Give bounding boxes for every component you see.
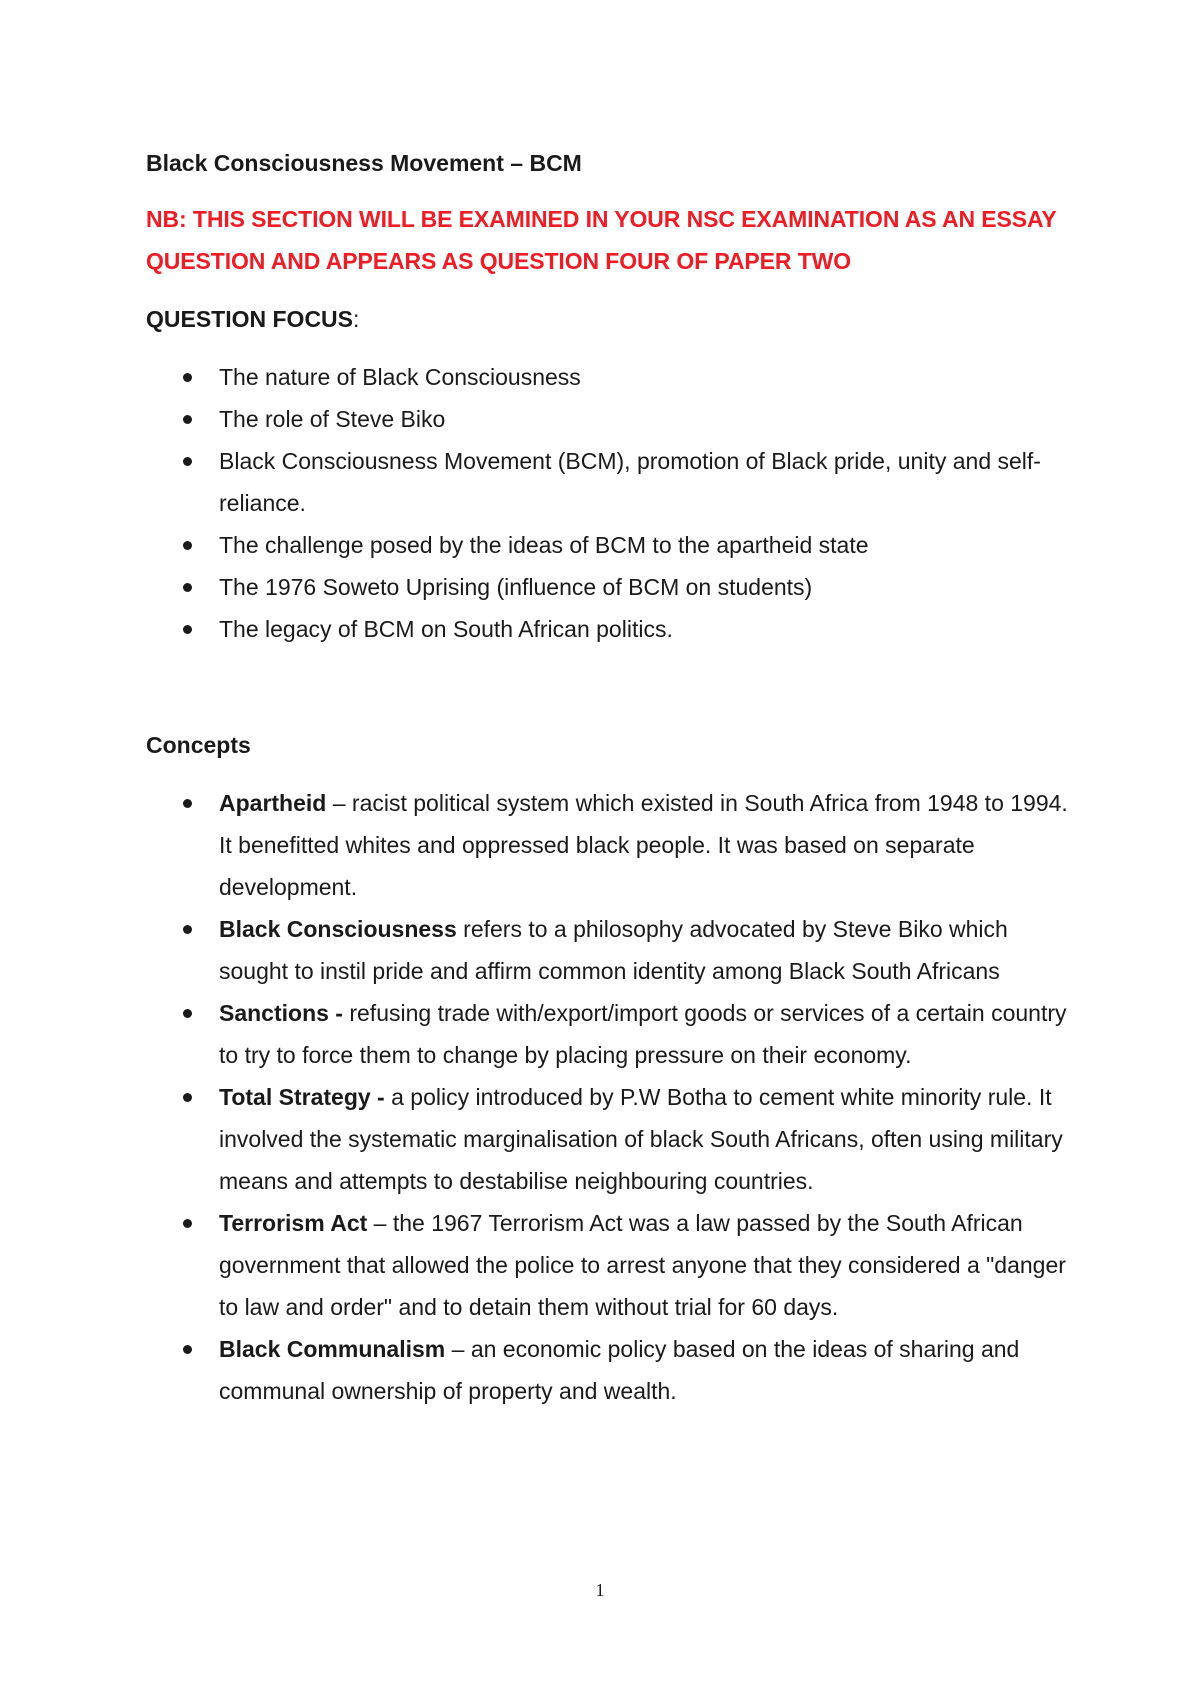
bullet-icon (183, 1219, 192, 1228)
question-focus-colon: : (353, 306, 360, 332)
focus-item-text: The challenge posed by the ideas of BCM to the apartheid state (219, 532, 869, 558)
question-focus-heading (146, 298, 1076, 340)
concepts-list (146, 782, 1076, 1412)
list-item (146, 782, 1076, 908)
concept-definition: refusing trade with/export/import goods or services of a certain country to try to force them to change by placing pressure on their economy. (219, 1000, 1067, 1068)
bullet-icon (183, 457, 192, 466)
bullet-icon (183, 415, 192, 424)
bullet-icon (183, 373, 192, 382)
focus-item-text: The role of Steve Biko (219, 406, 446, 432)
concept-term: Sanctions - (219, 1000, 343, 1026)
list-item (146, 356, 1076, 398)
list-item (146, 1076, 1076, 1202)
bullet-icon (183, 925, 192, 934)
bullet-icon (183, 1345, 192, 1354)
focus-item-text: The nature of Black Consciousness (219, 364, 581, 390)
concept-term: Apartheid (219, 790, 327, 816)
focus-item-text: Black Consciousness Movement (BCM), promotion of Black pride, unity and self-reliance. (219, 448, 1041, 516)
focus-item-text: The 1976 Soweto Uprising (influence of BCM on students) (219, 574, 813, 600)
concept-definition: refers to a philosophy advocated by Steve Biko which sought to instil pride and affirm common identity among Black South Africans (219, 916, 1008, 984)
bullet-icon (183, 799, 192, 808)
bullet-icon (183, 583, 192, 592)
concept-term: Total Strategy - (219, 1084, 385, 1110)
focus-item-text: The legacy of BCM on South African politics. (219, 616, 673, 642)
bullet-icon (183, 1093, 192, 1102)
list-item (146, 1202, 1076, 1328)
list-item (146, 1328, 1076, 1412)
concept-term: Terrorism Act (219, 1210, 368, 1236)
list-item (146, 908, 1076, 992)
list-item (146, 524, 1076, 566)
list-item (146, 440, 1076, 524)
concept-definition: – the 1967 Terrorism Act was a law passed by the South African government that allowed the police to arrest anyone that they considered a "danger to law and order" and to detain them without trial for 60 days. (219, 1210, 1066, 1320)
list-item (146, 566, 1076, 608)
question-focus-label: QUESTION FOCUS (146, 306, 354, 332)
concept-definition: – an economic policy based on the ideas of sharing and communal ownership of property and wealth. (219, 1336, 1020, 1404)
bullet-icon (183, 625, 192, 634)
list-item (146, 608, 1076, 650)
list-item (146, 992, 1076, 1076)
page-number: 1 (595, 1580, 605, 1600)
concept-term: Black Consciousness (219, 916, 457, 942)
question-focus-list (146, 356, 1076, 650)
concept-definition: a policy introduced by P.W Botha to cement white minority rule. It involved the systematic marginalisation of black South Africans, often using military means and attempts to destabilise neighbouring countries. (219, 1084, 1063, 1194)
concept-definition: – racist political system which existed in South Africa from 1948 to 1994. It benefitted whites and oppressed black people. It was based on separate development. (219, 790, 1068, 900)
concepts-heading: Concepts (146, 732, 251, 758)
list-item (146, 398, 1076, 440)
document-title: Black Consciousness Movement – BCM (146, 150, 582, 176)
concept-term: Black Communalism (219, 1336, 446, 1362)
bullet-icon (183, 541, 192, 550)
exam-notice: NB: THIS SECTION WILL BE EXAMINED IN YOUR NSC EXAMINATION AS AN ESSAY QUESTION AND APPEARS AS QUESTION FOUR OF PAPER TWO (146, 206, 1057, 274)
document-content (146, 142, 1076, 1412)
bullet-icon (183, 1009, 192, 1018)
